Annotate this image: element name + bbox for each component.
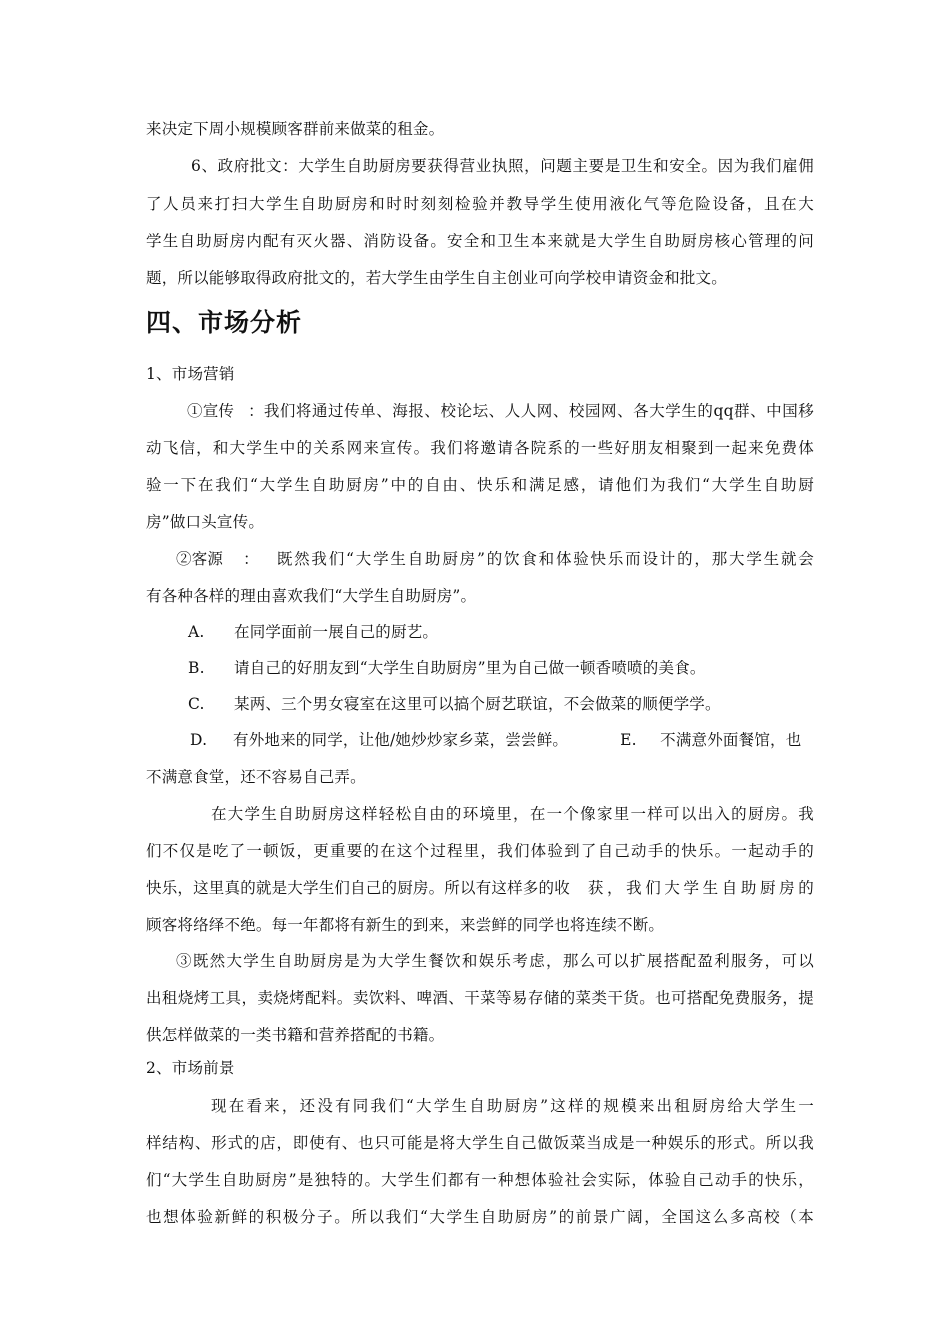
paragraph-line: 也想体验新鲜的积极分子。所以我们“大学生自助厨房”的前景广阔，全国这么多高校（本 xyxy=(146,1208,814,1226)
paragraph-line: 来决定下周小规模顾客群前来做菜的租金。 xyxy=(146,120,445,138)
paragraph-line: 既然我们“大学生自助厨房”的饮食和体验快乐而设计的，那大学生就会 xyxy=(276,550,814,568)
paragraph-line: 6、政府批文：大学生自助厨房要获得营业执照，问题主要是卫生和安全。因为我们雇佣 xyxy=(191,157,814,175)
paragraph-line: 了人员来打扫大学生自助厨房和时时刻刻检验并教导学生使用液化气等危险设备，且在大 xyxy=(146,195,814,213)
paragraph-line: 题，所以能够取得政府批文的，若大学生由学生自主创业可向学校申请资金和批文。 xyxy=(146,269,727,287)
source-colon: ： xyxy=(243,550,259,568)
paragraph-line: 样结构、形式的店，即使有、也只可能是将大学生自己做饭菜当成是一种娱乐的形式。所以我 xyxy=(146,1134,814,1152)
paragraph-line: 房”做口头宣传。 xyxy=(146,513,265,531)
paragraph-line: 现在看来，还没有同我们“大学生自助厨房”这样的规模来出租厨房给大学生一 xyxy=(211,1097,814,1115)
paragraph-line: 不满意食堂，还不容易自己弄。 xyxy=(146,768,366,786)
list-item-text: 有外地来的同学，让他/她炒炒家乡菜，尝尝鲜。 xyxy=(233,731,569,749)
list-item xyxy=(188,622,856,642)
list-item-letter: E. xyxy=(620,731,637,749)
list-item-letter: C. xyxy=(188,695,205,713)
list-item-letter: D. xyxy=(190,731,208,749)
paragraph-line: 供怎样做菜的一类书籍和营养搭配的书籍。 xyxy=(146,1026,445,1044)
promo-line xyxy=(187,401,814,421)
list-item xyxy=(190,730,814,750)
paragraph-line: 动飞信，和大学生中的关系网来宣传。我们将邀请各院系的一些好朋友相聚到一起来免费体 xyxy=(146,439,814,457)
list-item-letter: B. xyxy=(188,659,205,677)
list-item-text: 不满意外面餐馆，也 xyxy=(660,731,802,749)
section-heading: 四、市场分析 xyxy=(146,308,303,337)
list-item-text: 某两、三个男女寝室在这里可以搞个厨艺联谊，不会做菜的顺便学学。 xyxy=(234,695,721,713)
subsection-title: 1、市场营销 xyxy=(146,365,235,383)
list-item xyxy=(188,694,856,714)
paragraph-line: 们不仅是吃了一顿饭，更重要的在这个过程里，我们体验到了自己动手的快乐。一起动手的 xyxy=(146,842,814,860)
paragraph-line: 我们将通过传单、海报、校论坛、人人网、校园网、各大学生的qq群、中国移 xyxy=(263,402,814,420)
paragraph-line: 验一下在我们“大学生自助厨房”中的自由、快乐和满足感，请他们为我们“大学生自助厨 xyxy=(146,476,814,494)
paragraph-line: 出租烧烤工具，卖烧烤配料。卖饮料、啤酒、干菜等易存储的菜类干货。也可搭配免费服务，提 xyxy=(146,989,814,1007)
paragraph-line: ③既然大学生自助厨房是为大学生餐饮和娱乐考虑，那么可以扩展搭配盈利服务，可以 xyxy=(176,952,814,970)
paragraph-segment: 快乐，这里真的就是大学生们自己的厨房。所以有这样多的收 xyxy=(146,879,570,897)
paragraph-line: 们“大学生自助厨房”是独特的。大学生们都有一种想体验社会实际，体验自己动手的快乐， xyxy=(146,1171,814,1189)
paragraph-line: 在大学生自助厨房这样轻松自由的环境里，在一个像家里一样可以出入的厨房。我 xyxy=(211,805,814,823)
source-label: ②客源 xyxy=(176,550,224,568)
paragraph-segment: 获，我们大学生自助厨房的 xyxy=(587,879,814,897)
promo-label: ①宣传 xyxy=(187,402,235,420)
paragraph-line xyxy=(146,878,814,898)
paragraph-line: 学生自助厨房内配有灭火器、消防设备。安全和卫生本来就是大学生自助厨房核心管理的问 xyxy=(146,232,814,250)
promo-colon: ： xyxy=(248,402,264,420)
list-item-letter: A. xyxy=(188,623,205,641)
list-item-text: 请自己的好朋友到“大学生自助厨房”里为自己做一顿香喷喷的美食。 xyxy=(234,659,706,677)
source-line xyxy=(176,549,814,569)
subsection-title: 2、市场前景 xyxy=(146,1059,235,1077)
paragraph-line: 有各种各样的理由喜欢我们“大学生自助厨房”。 xyxy=(146,587,477,605)
list-item-text: 在同学面前一展自己的厨艺。 xyxy=(234,623,439,641)
list-item xyxy=(188,658,856,678)
paragraph-line: 顾客将络绎不绝。每一年都将有新生的到来，来尝鲜的同学也将连续不断。 xyxy=(146,916,665,934)
